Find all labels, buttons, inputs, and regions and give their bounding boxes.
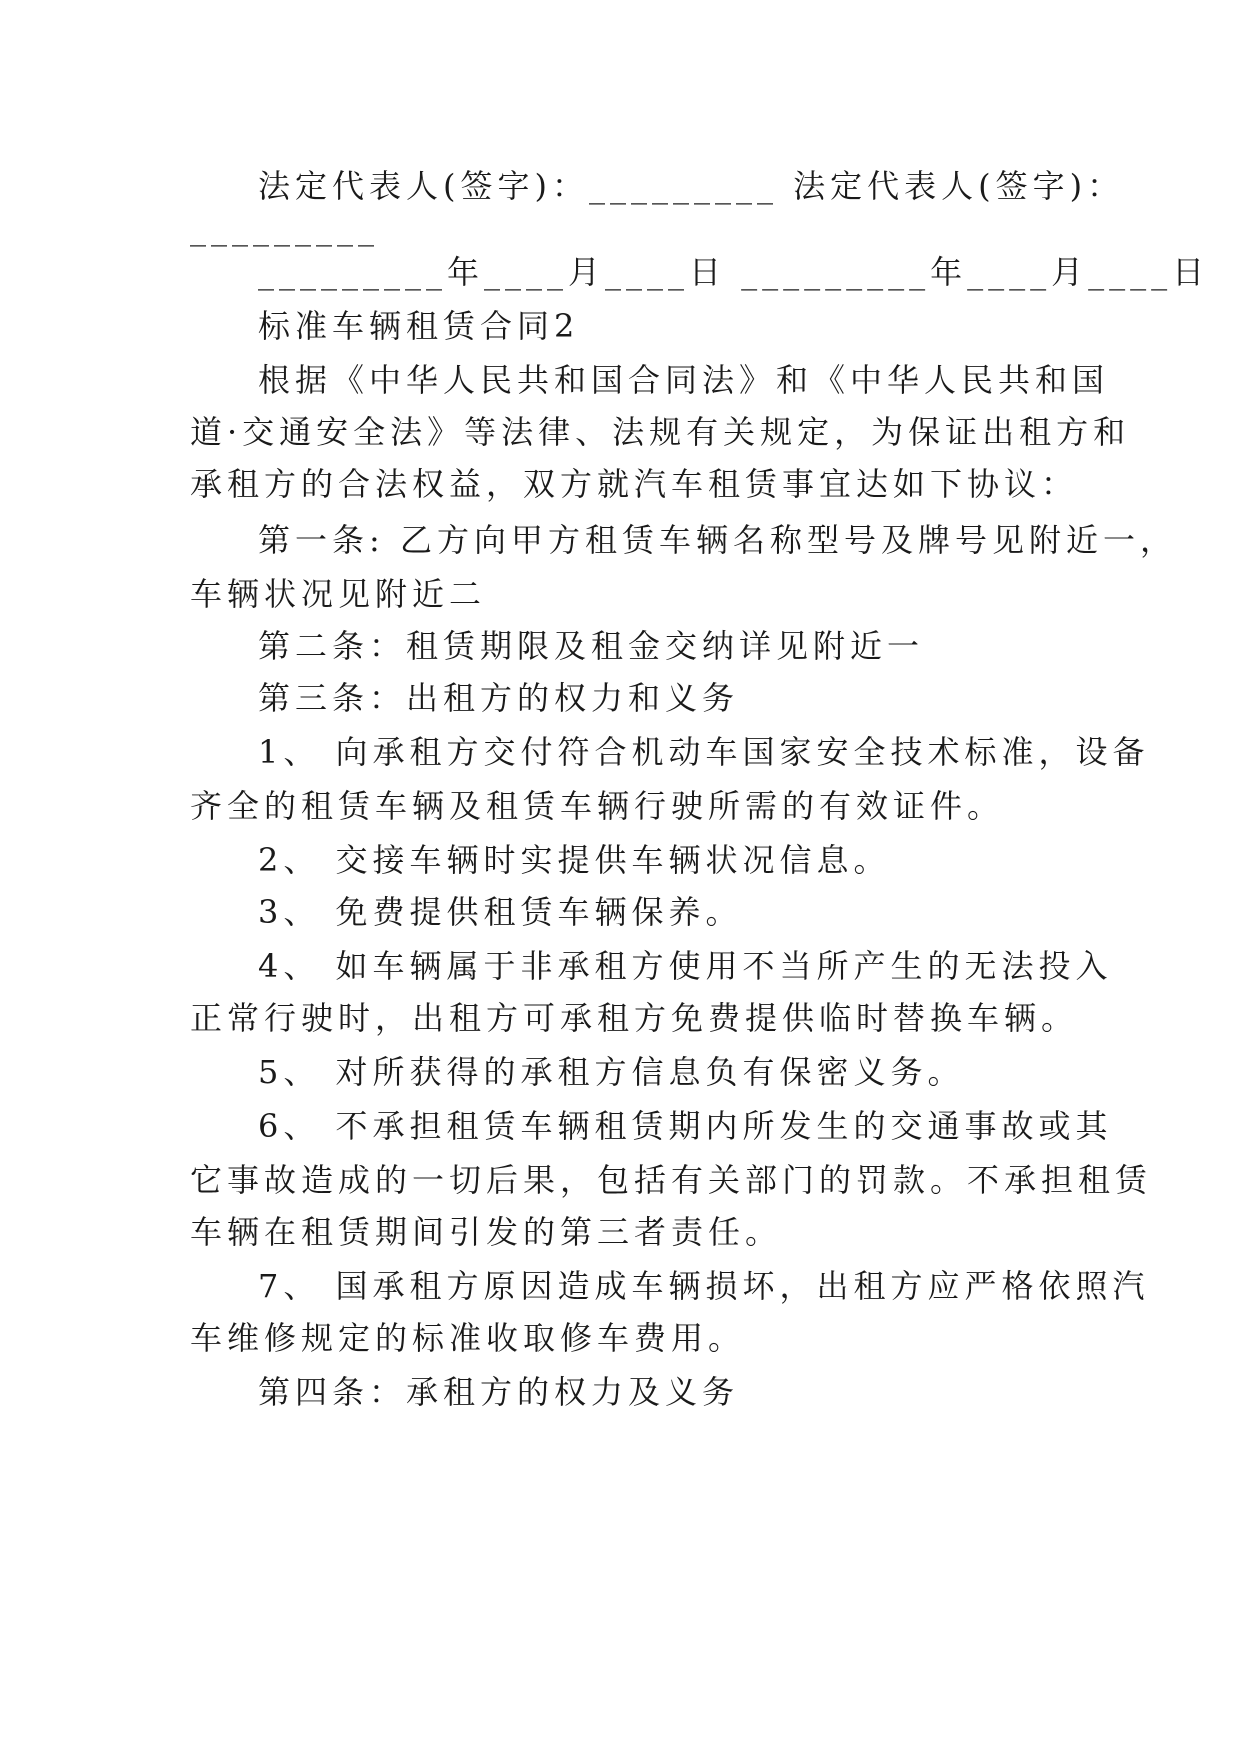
paragraph-line: 道·交通安全法》等法律、法规有关规定，为保证出租方和 — [190, 413, 1131, 451]
signature-line: 法定代表人(签字)：_________ 法定代表人(签字)： — [258, 167, 1125, 205]
date-line: _________年____月____日 _________年____月____日 — [258, 253, 1210, 291]
list-item-1: 1、 向承租方交付符合机动车国家安全技术标准，设备 — [258, 733, 1150, 771]
list-item-7-cont: 车维修规定的标准收取修车费用。 — [190, 1319, 746, 1357]
list-item-3: 3、 免费提供租赁车辆保养。 — [258, 893, 743, 931]
contract-title: 标准车辆租赁合同2 — [258, 307, 580, 345]
list-item-4: 4、 如车辆属于非承租方使用不当所产生的无法投入 — [258, 947, 1113, 985]
signature-line-continuation: _________ — [190, 209, 379, 247]
article-1-line: 第一条: 乙方向甲方租赁车辆名称型号及牌号见附近一， — [258, 521, 1177, 559]
list-item-6: 6、 不承担租赁车辆租赁期内所发生的交通事故或其 — [258, 1107, 1113, 1145]
list-item-5: 5、 对所获得的承租方信息负有保密义务。 — [258, 1053, 965, 1091]
list-item-6-cont: 车辆在租赁期间引发的第三者责任。 — [190, 1213, 783, 1251]
article-3-heading: 第三条：出租方的权力和义务 — [258, 679, 740, 717]
list-item-7: 7、 国承租方原因造成车辆损坏，出租方应严格依照汽 — [258, 1267, 1150, 1305]
list-item-4-cont: 正常行驶时，出租方可承租方免费提供临时替换车辆。 — [190, 999, 1079, 1037]
article-2-line: 第二条：租赁期限及租金交纳详见附近一 — [258, 627, 925, 665]
paragraph-line: 承租方的合法权益，双方就汽车租赁事宜达如下协议： — [190, 465, 1079, 503]
list-item-1-cont: 齐全的租赁车辆及租赁车辆行驶所需的有效证件。 — [190, 787, 1005, 825]
list-item-2: 2、 交接车辆时实提供车辆状况信息。 — [258, 841, 891, 879]
paragraph-line: 根据《中华人民共和国合同法》和《中华人民共和国 — [258, 361, 1110, 399]
list-item-6-cont: 它事故造成的一切后果，包括有关部门的罚款。不承担租赁 — [190, 1161, 1153, 1199]
article-4-heading: 第四条：承租方的权力及义务 — [258, 1373, 740, 1411]
article-1-line: 车辆状况见附近二 — [190, 575, 487, 613]
